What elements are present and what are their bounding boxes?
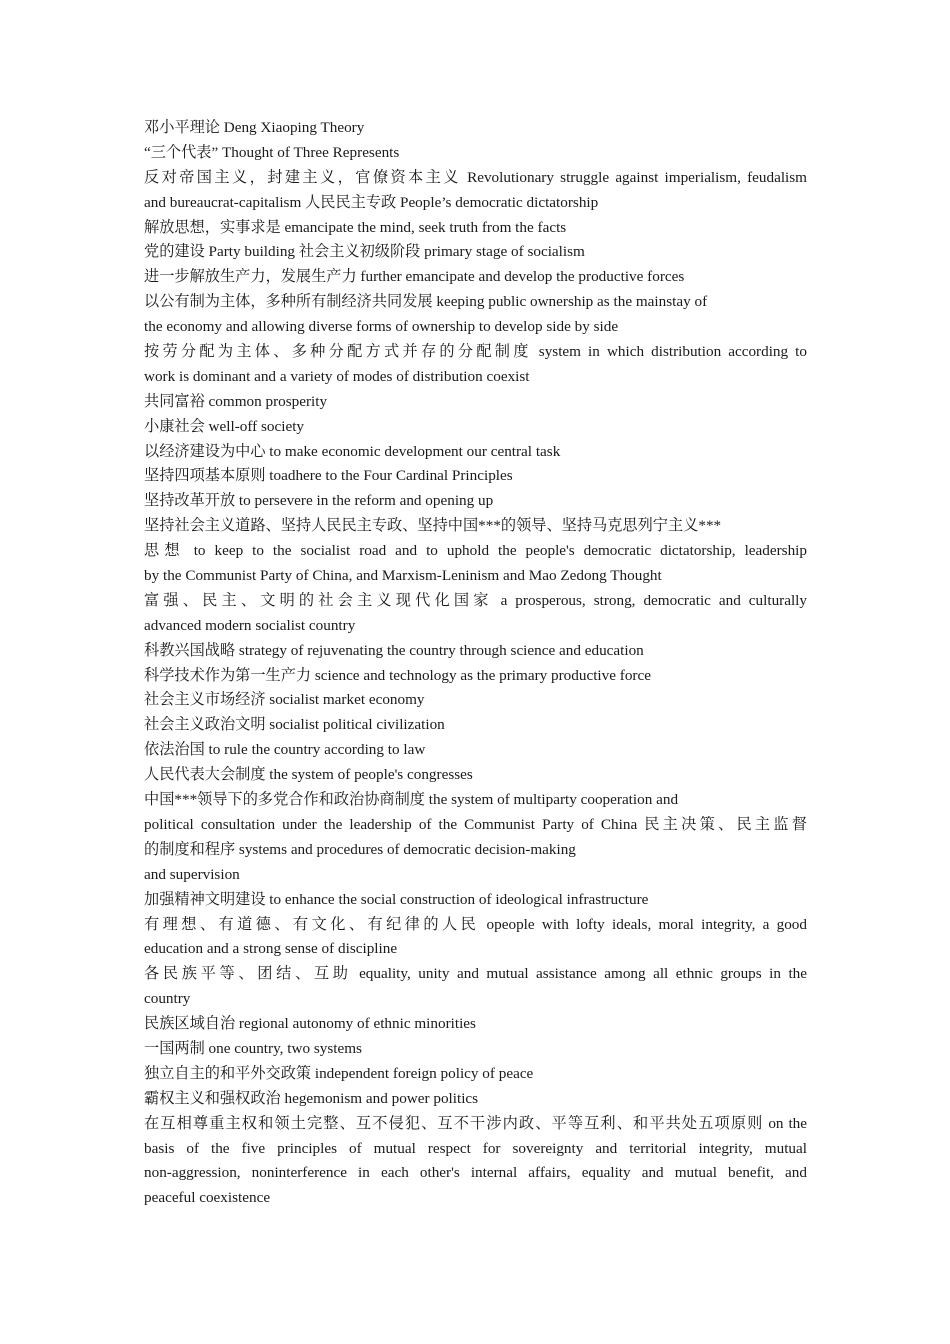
text-line: peaceful coexistence (144, 1189, 271, 1207)
text-line: 科教兴国战略 strategy of rejuvenating the country through science and education (144, 641, 644, 659)
text-line: “三个代表” Thought of Three Represents (144, 143, 400, 161)
text-line: 依法治国 to rule the country according to law (144, 741, 426, 759)
text-line: 的制度和程序 systems and procedures of democratic decision-making (144, 840, 576, 858)
text-line: 社会主义市场经济 socialist market economy (144, 691, 425, 709)
text-line: and supervision (144, 865, 240, 883)
text-line: 小康社会 well-off society (144, 417, 305, 435)
text-line: 坚持四项基本原则 toadhere to the Four Cardinal Principles (144, 467, 513, 485)
text-line: the economy and allowing diverse forms of ownership to develop side by side (144, 318, 619, 336)
text-line: 在互相尊重主权和领土完整、互不侵犯、互不干涉内政、平等互利、和平共处五项原则 on the (144, 1114, 807, 1132)
text-line: 坚持社会主义道路、坚持人民民主专政、坚持中国***的领导、坚持马克思列宁主义*** (144, 517, 722, 535)
text-line: 人民代表大会制度 the system of people's congresses (144, 766, 473, 784)
text-line: basis of the five principles of mutual respect for sovereignty and territorial integrity, mutual (144, 1139, 807, 1157)
text-line: advanced modern socialist country (144, 616, 356, 634)
text-line: 社会主义政治文明 socialist political civilization (144, 716, 445, 734)
text-line: 党的建设 Party building 社会主义初级阶段 primary stage of socialism (144, 243, 585, 261)
text-line: work is dominant and a variety of modes of distribution coexist (144, 367, 530, 385)
glossary-text (144, 116, 807, 1211)
text-line: 一国两制 one country, two systems (144, 1039, 362, 1057)
text-line: by the Communist Party of China, and Marxism-Leninism and Mao Zedong Thought (144, 567, 662, 585)
text-line: 以经济建设为中心 to make economic development our central task (144, 442, 561, 460)
text-line: 富强、民主、文明的社会主义现代化国家 a prosperous, strong, democratic and culturally (144, 591, 807, 609)
text-line: 解放思想，实事求是 emancipate the mind, seek truth from the facts (144, 218, 567, 236)
text-line: 中国***领导下的多党合作和政治协商制度 the system of multiparty cooperation and (144, 791, 679, 809)
text-line: 有理想、有道德、有文化、有纪律的人民 opeople with lofty ideals, moral integrity, a good (144, 915, 807, 933)
text-line: 反对帝国主义，封建主义，官僚资本主义 Revolutionary struggle against imperialism, feudalism (144, 168, 807, 186)
text-line: 邓小平理论 Deng Xiaoping Theory (144, 119, 365, 136)
text-line: political consultation under the leadership of the Communist Party of China 民主决策、民主监督 (144, 815, 807, 833)
text-line: education and a strong sense of discipline (144, 940, 398, 958)
text-line: 进一步解放生产力，发展生产力 further emancipate and develop the productive forces (144, 268, 685, 286)
text-line: 以公有制为主体，多种所有制经济共同发展 keeping public ownership as the mainstay of (144, 293, 708, 311)
text-line: 坚持改革开放 to persevere in the reform and opening up (144, 492, 494, 510)
text-line: 霸权主义和强权政治 hegemonism and power politics (144, 1089, 479, 1107)
text-line: 加强精神文明建设 to enhance the social construction of ideological infrastructure (144, 890, 649, 908)
text-line: non-aggression, noninterference in each other's internal affairs, equality and mutual benefit, and (144, 1164, 807, 1182)
text-line: country (144, 990, 191, 1008)
text-line: 共同富裕 common prosperity (144, 392, 328, 410)
text-line: 各民族平等、团结、互助 equality, unity and mutual assistance among all ethnic groups in the (144, 965, 807, 983)
text-line: 思想 to keep to the socialist road and to uphold the people's democratic dictatorship, leadership (144, 542, 807, 560)
text-line: 独立自主的和平外交政策 independent foreign policy of peace (144, 1064, 534, 1082)
text-line: 科学技术作为第一生产力 science and technology as the primary productive force (144, 666, 651, 684)
text-line: and bureaucrat-capitalism 人民民主专政 People’s democratic dictatorship (144, 193, 599, 211)
text-line: 民族区域自治 regional autonomy of ethnic minorities (144, 1015, 476, 1033)
text-line: 按劳分配为主体、多种分配方式并存的分配制度 system in which distribution according to (144, 343, 807, 361)
document-page (144, 116, 807, 1211)
